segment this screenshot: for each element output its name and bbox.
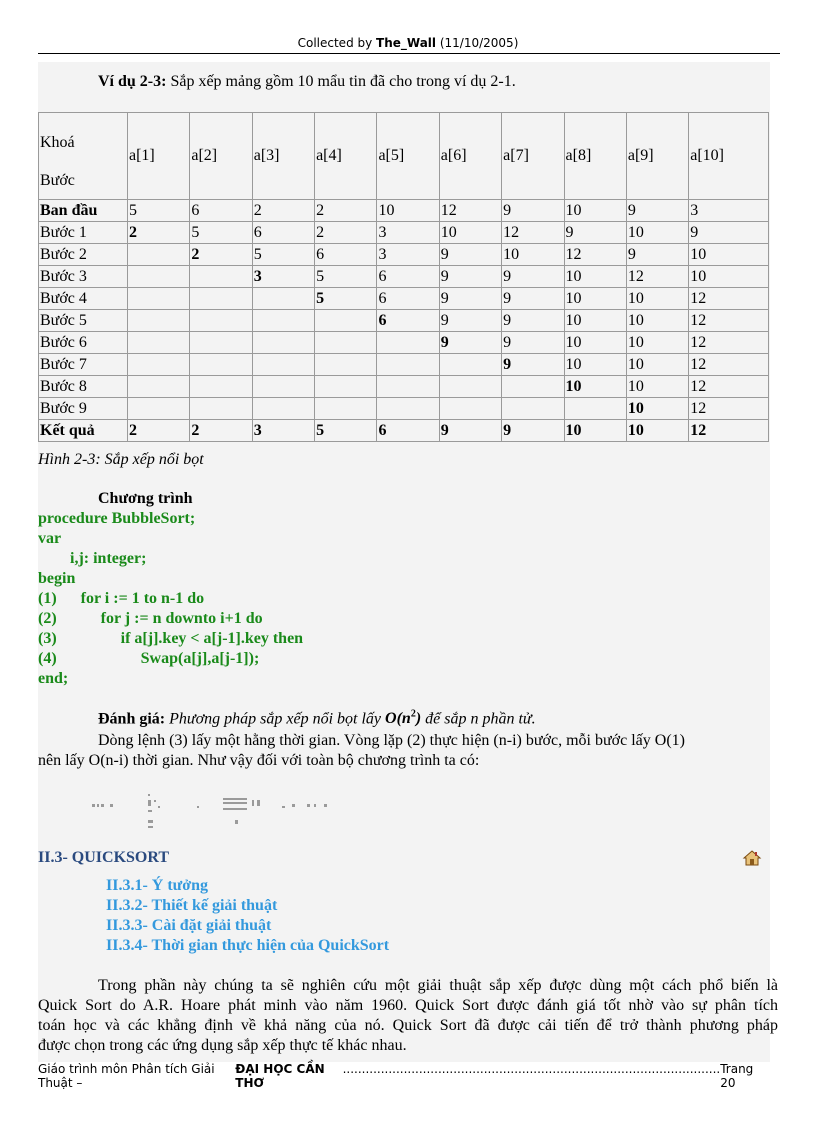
code-line: procedure BubbleSort; (38, 510, 196, 527)
column-header-10: a[10] (689, 113, 769, 200)
table-cell (502, 398, 564, 420)
table-cell (315, 310, 377, 332)
table-cell: 10 (689, 244, 769, 266)
table-cell (439, 354, 501, 376)
example-intro (98, 73, 516, 91)
table-cell (190, 398, 252, 420)
column-header-3: a[3] (252, 113, 314, 200)
analysis-paragraph (38, 731, 778, 771)
complexity-base: O(n (385, 710, 411, 728)
code-line: (3) if a[j].key < a[j-1].key then (38, 630, 304, 647)
table-row (39, 376, 769, 398)
table-cell: 9 (439, 266, 501, 288)
table-cell (128, 376, 190, 398)
row-label: Bước 2 (39, 244, 128, 266)
quicksort-intro-paragraph (38, 976, 778, 1056)
table-cell: 12 (564, 244, 626, 266)
table-cell: 5 (315, 266, 377, 288)
table-cell: 10 (626, 398, 688, 420)
table-cell (564, 398, 626, 420)
table-cell (128, 266, 190, 288)
table-cell: 9 (502, 354, 564, 376)
header-date: (11/10/2005) (436, 36, 519, 50)
table-cell: 10 (564, 332, 626, 354)
column-header-5: a[5] (377, 113, 439, 200)
table-cell: 6 (190, 200, 252, 222)
table-cell: 9 (439, 288, 501, 310)
table-cell: 2 (315, 222, 377, 244)
code-line: i,j: integer; (38, 550, 147, 567)
table-cell: 9 (439, 420, 501, 442)
row-label: Bước 8 (39, 376, 128, 398)
table-cell: 5 (190, 222, 252, 244)
table-cell: 3 (377, 222, 439, 244)
row-label: Bước 7 (39, 354, 128, 376)
table-cell: 6 (377, 288, 439, 310)
row-label: Kết quả (39, 420, 128, 442)
table-cell: 10 (626, 310, 688, 332)
column-header-7: a[7] (502, 113, 564, 200)
example-text: Sắp xếp mảng gồm 10 mẩu tin đã cho trong ví dụ 2-1. (166, 73, 516, 90)
table-cell (128, 354, 190, 376)
table-cell: 3 (689, 200, 769, 222)
table-cell (128, 310, 190, 332)
table-cell (190, 266, 252, 288)
toc-link-runtime[interactable]: II.3.4- Thời gian thực hiện của QuickSort (106, 937, 390, 954)
table-cell: 10 (626, 354, 688, 376)
table-cell: 5 (315, 420, 377, 442)
table-row (39, 310, 769, 332)
table-row (39, 266, 769, 288)
table-cell: 9 (502, 288, 564, 310)
table-cell: 2 (315, 200, 377, 222)
table-cell (252, 310, 314, 332)
table-cell (377, 376, 439, 398)
table-cell: 2 (190, 244, 252, 266)
toc-link-implementation[interactable]: II.3.3- Cài đặt giải thuật (106, 917, 272, 934)
quicksort-line-1: Trong phần này chúng ta sẽ nghiên cứu một giải thuật sắp xếp được dùng một cách phổ biến là (98, 977, 778, 994)
table-cell (128, 398, 190, 420)
toc-link-idea[interactable]: II.3.1- Ý tưởng (106, 877, 209, 894)
row-label: Bước 5 (39, 310, 128, 332)
table-cell: 12 (689, 288, 769, 310)
table-cell: 6 (315, 244, 377, 266)
table-cell (190, 354, 252, 376)
footer-page-number: Trang 20 (720, 1062, 754, 1090)
table-cell (439, 376, 501, 398)
home-icon[interactable] (743, 850, 761, 866)
table-cell (252, 332, 314, 354)
table-cell: 12 (689, 354, 769, 376)
table-cell (315, 376, 377, 398)
table-cell: 2 (128, 222, 190, 244)
analysis-line-2: nên lấy O(n-i) thời gian. Như vậy đối với toàn bộ chương trình ta có: (38, 752, 480, 769)
column-header-6: a[6] (439, 113, 501, 200)
quicksort-line-3: toán học và các khẳng định về khả năng của nó. Quick Sort đã được cải tiến để trở thành phương pháp (38, 1017, 778, 1034)
table-cell (190, 288, 252, 310)
header-step-label: Bước (40, 172, 75, 189)
table-cell (128, 288, 190, 310)
table-cell: 9 (626, 200, 688, 222)
table-cell: 12 (689, 398, 769, 420)
row-label: Bước 6 (39, 332, 128, 354)
table-row (39, 222, 769, 244)
table-cell: 6 (377, 310, 439, 332)
table-row (39, 332, 769, 354)
table-row (39, 420, 769, 442)
table-cell: 10 (564, 266, 626, 288)
table-cell: 9 (502, 266, 564, 288)
table-cell: 9 (502, 200, 564, 222)
footer-university: ĐẠI HỌC CẦN THƠ (235, 1062, 325, 1090)
header-divider (38, 53, 780, 54)
table-cell (252, 376, 314, 398)
header-author: The_Wall (376, 36, 437, 50)
table-cell (377, 354, 439, 376)
table-cell: 2 (190, 420, 252, 442)
table-cell: 10 (626, 332, 688, 354)
table-cell: 10 (564, 376, 626, 398)
table-cell (190, 332, 252, 354)
table-cell (377, 398, 439, 420)
table-cell: 10 (564, 310, 626, 332)
code-line: (1) for i := 1 to n-1 do (38, 590, 205, 607)
table-cell: 10 (689, 266, 769, 288)
table-row (39, 288, 769, 310)
table-cell (377, 332, 439, 354)
table-cell (252, 288, 314, 310)
row-label: Bước 1 (39, 222, 128, 244)
table-cell: 10 (377, 200, 439, 222)
table-cell: 9 (502, 332, 564, 354)
table-row (39, 398, 769, 420)
complexity-formula-image (92, 790, 352, 834)
row-label: Ban đầu (39, 200, 128, 222)
code-line: var (38, 530, 62, 547)
table-cell: 6 (377, 420, 439, 442)
table-cell (502, 376, 564, 398)
column-header-2: a[2] (190, 113, 252, 200)
table-cell: 12 (689, 420, 769, 442)
table-cell: 9 (502, 310, 564, 332)
table-cell (190, 376, 252, 398)
table-cell: 12 (689, 376, 769, 398)
column-header-8: a[8] (564, 113, 626, 200)
table-cell: 12 (689, 332, 769, 354)
program-title: Chương trình (98, 490, 193, 507)
code-line: (2) for j := n downto i+1 do (38, 610, 263, 627)
table-cell: 9 (439, 244, 501, 266)
table-cell (252, 354, 314, 376)
table-cell: 2 (128, 420, 190, 442)
table-cell (315, 354, 377, 376)
table-cell: 3 (252, 420, 314, 442)
table-cell: 10 (564, 288, 626, 310)
header-prefix: Collected by (297, 36, 377, 50)
table-cell (252, 398, 314, 420)
table-cell: 9 (502, 420, 564, 442)
page-footer (38, 1062, 766, 1090)
table-cell: 10 (564, 420, 626, 442)
table-row (39, 354, 769, 376)
table-cell: 9 (439, 310, 501, 332)
code-line: end; (38, 670, 69, 687)
footer-course: Giáo trình môn Phân tích Giải Thuật – (38, 1062, 215, 1090)
table-cell: 6 (377, 266, 439, 288)
table-cell: 10 (439, 222, 501, 244)
table-cell: 3 (252, 266, 314, 288)
table-cell: 9 (689, 222, 769, 244)
analysis-line-1: Dòng lệnh (3) lấy một hằng thời gian. Vòng lặp (2) thực hiện (n-i) bước, mỗi bước lấy O(1) (98, 732, 685, 749)
evaluation-label: Đánh giá: (98, 710, 166, 728)
evaluation-text-a: Phương pháp sắp xếp nổi bọt lấy (165, 710, 386, 728)
table-cell: 9 (626, 244, 688, 266)
row-label: Bước 4 (39, 288, 128, 310)
column-header-9: a[9] (626, 113, 688, 200)
complexity-close: ) (415, 710, 422, 728)
table-cell: 10 (626, 376, 688, 398)
quicksort-line-2: Quick Sort do A.R. Hoare phát minh vào năm 1960. Quick Sort được đánh giá tốt nhờ vào sự phân tích (38, 997, 778, 1014)
table-cell: 5 (128, 200, 190, 222)
page-header (0, 36, 816, 50)
table-header-row (39, 113, 769, 200)
table-cell (190, 310, 252, 332)
table-cell: 3 (377, 244, 439, 266)
table-cell: 9 (564, 222, 626, 244)
code-line: begin (38, 570, 76, 587)
table-cell (315, 332, 377, 354)
table-cell: 5 (315, 288, 377, 310)
table-cell: 12 (689, 310, 769, 332)
header-corner-cell (39, 113, 128, 200)
table-cell: 2 (252, 200, 314, 222)
row-label: Bước 3 (39, 266, 128, 288)
table-cell: 12 (439, 200, 501, 222)
table-cell: 5 (252, 244, 314, 266)
table-cell (439, 398, 501, 420)
header-key-label: Khoá (40, 134, 75, 151)
code-line: (4) Swap(a[j],a[j-1]); (38, 650, 260, 667)
row-label: Bước 9 (39, 398, 128, 420)
table-cell: 10 (502, 244, 564, 266)
table-cell: 10 (626, 288, 688, 310)
section-title: II.3- QUICKSORT (38, 849, 170, 866)
table-cell (128, 244, 190, 266)
table-cell: 9 (439, 332, 501, 354)
toc-link-design[interactable]: II.3.2- Thiết kế giải thuật (106, 897, 278, 914)
quicksort-line-4: được chọn trong các ứng dụng sắp xếp thực tế khác nhau. (38, 1037, 407, 1054)
evaluation-line (98, 709, 536, 728)
table-cell: 10 (626, 222, 688, 244)
footer-leader-dots: ................................................................................................... (342, 1062, 721, 1076)
table-cell: 6 (252, 222, 314, 244)
table-cell: 10 (626, 420, 688, 442)
column-header-1: a[1] (128, 113, 190, 200)
table-row (39, 200, 769, 222)
table-cell: 12 (502, 222, 564, 244)
table-cell: 12 (626, 266, 688, 288)
column-header-4: a[4] (315, 113, 377, 200)
example-label: Ví dụ 2-3: (98, 73, 167, 90)
figure-caption: Hình 2-3: Sắp xếp nổi bọt (38, 451, 204, 468)
table-cell (128, 332, 190, 354)
bubble-sort-table (38, 112, 769, 442)
table-row (39, 244, 769, 266)
table-cell: 10 (564, 200, 626, 222)
table-cell: 10 (564, 354, 626, 376)
evaluation-text-b: để sắp n phần tử. (421, 710, 536, 728)
complexity-exponent: 2 (410, 709, 416, 720)
table-cell (315, 398, 377, 420)
